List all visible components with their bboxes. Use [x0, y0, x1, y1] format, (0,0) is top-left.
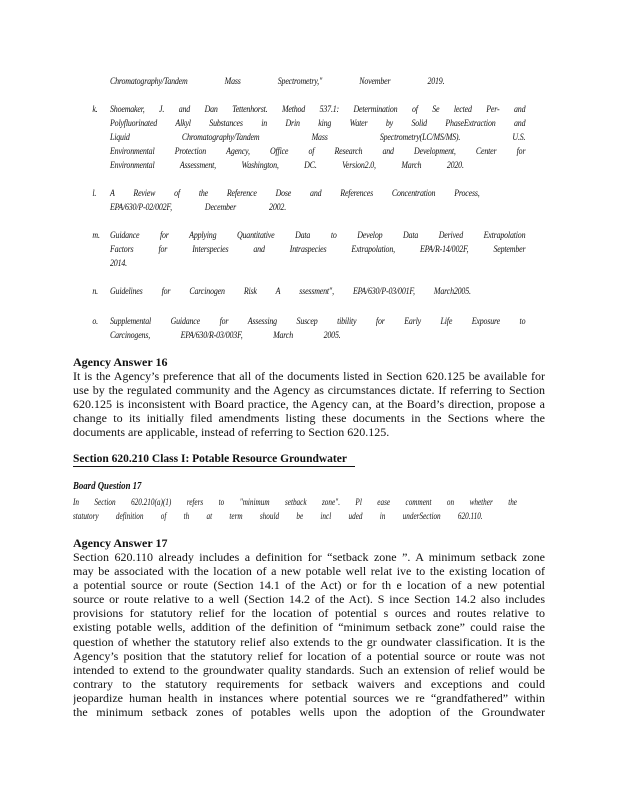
reference-line: Shoemaker, J. and Dan Tettenhorst. Method 537.1: Determination of Se lected Per- and — [110, 104, 526, 114]
agency-answer-16-heading: Agency Answer 16 — [73, 355, 168, 369]
paragraph-line: documents are applicable, instead of referring to Section 620.125. — [73, 425, 390, 440]
reference-marker: m. — [92, 230, 100, 240]
paragraph-line: existing potable wells, addition of the definition of “minimum setback zone” could raise the — [73, 620, 545, 635]
reference-l — [92, 186, 480, 214]
section-heading: Section 620.210 Class I: Potable Resource Groundwater — [73, 452, 355, 467]
reference-line: Liquid Chromatography/Tandem Mass Spectrometry(LC/MS/MS). U.S. — [110, 132, 526, 142]
reference-line: Factors for Interspecies and Intraspecies Extrapolation, EPA/R-14/002F, September — [110, 244, 526, 254]
agency-answer-17-heading: Agency Answer 17 — [73, 536, 168, 550]
reference-line: Guidelines for Carcinogen Risk A ssessment", EPA/630/P-03/001F, March2005. — [110, 286, 471, 296]
reference-line: Supplemental Guidance for Assessing Suscep tibility for Early Life Exposure to — [110, 316, 526, 326]
paragraph-line: jeopardize human health in instances where potential sources we re “grandfathered” within — [73, 690, 545, 705]
reference-line: Environmental Assessment, Washington, DC. Version2.0, March 2020. — [110, 160, 464, 170]
agency-answer-17-text — [73, 550, 545, 719]
paragraph-line: may be associated with the location of a new potable well relat ive to the existing location of — [73, 564, 545, 579]
reference-n — [92, 284, 471, 298]
paragraph-line: question of whether the statutory relief also extends to the gr oundwater classification. It is the — [73, 634, 545, 649]
reference-o — [92, 314, 526, 342]
reference-k — [92, 102, 526, 172]
reference-line: EPA/630/P-02/002F, December 2002. — [110, 202, 286, 212]
reference-line: 2014. — [110, 258, 127, 268]
reference-continuation — [110, 74, 444, 88]
reference-marker: o. — [92, 316, 98, 326]
paragraph-line: use by the regulated community and the Agency as circumstances dictate. If referring to Section — [73, 383, 545, 398]
reference-line: A Review of the Reference Dose and References Concentration Process, — [110, 188, 480, 198]
board-question-17-heading: Board Question 17 — [73, 480, 142, 492]
reference-line: Carcinogens, EPA/630/R-03/003F, March 2005. — [110, 330, 341, 340]
reference-line: Chromatography/Tandem Mass Spectrometry," November 2019. — [110, 76, 445, 86]
paragraph-line: a potential source or route (Section 14.1 of the Act) or for th e location of a new potential — [73, 578, 545, 593]
reference-marker: l. — [92, 188, 97, 198]
paragraph-line: Section 620.110 already includes a definition for “setback zone ”. A minimum setback zone — [73, 550, 545, 564]
paragraph-line: provisions for statutory relief for the location of potential s ources and routes relative to — [73, 606, 545, 621]
paragraph-line: change to its initially filed amendments listing these documents in the Sections where the — [73, 411, 545, 426]
reference-line: Environmental Protection Agency, Office of Research and Development, Center for — [110, 146, 526, 156]
paragraph-line: It is the Agency’s preference that all of the documents listed in Section 620.125 be available for — [73, 369, 545, 383]
reference-m — [92, 228, 526, 270]
paragraph-line: Agency’s position that the statutory relief for location of a potential source or route was not — [73, 648, 545, 663]
paragraph-line: contrary to the statutory requirements for setback waivers and exceptions and could — [73, 676, 545, 691]
reference-line: Guidance for Applying Quantitative Data to Develop Data Derived Extrapolation — [110, 230, 526, 240]
paragraph-line: 620.125 is inconsistent with Board practice, the Agency can, at the Board’s direction, propose a — [73, 397, 545, 412]
board-question-line: statutory definition of th at term should be incl uded in underSection 620.110. — [73, 511, 483, 521]
agency-answer-16-text — [73, 369, 545, 439]
board-question-line: In Section 620.210(a)(1) refers to "minimum setback zone". Pl ease comment on whether the — [73, 497, 517, 507]
paragraph-line: the minimum setback zones of potables wells upon the adoption of the Groundwater — [73, 705, 545, 720]
reference-marker: n. — [92, 286, 98, 296]
reference-line: Polyfluorinated Alkyl Substances in Drin king Water by Solid PhaseExtraction and — [110, 118, 526, 128]
reference-marker: k. — [92, 104, 98, 114]
paragraph-line: intended to extend to the groundwater quality standards. Such an extension of relief would be — [73, 662, 545, 677]
paragraph-line: source or route relative to a well (Section 14.2 of the Act). S ince Section 14.2 also includes — [73, 592, 545, 607]
